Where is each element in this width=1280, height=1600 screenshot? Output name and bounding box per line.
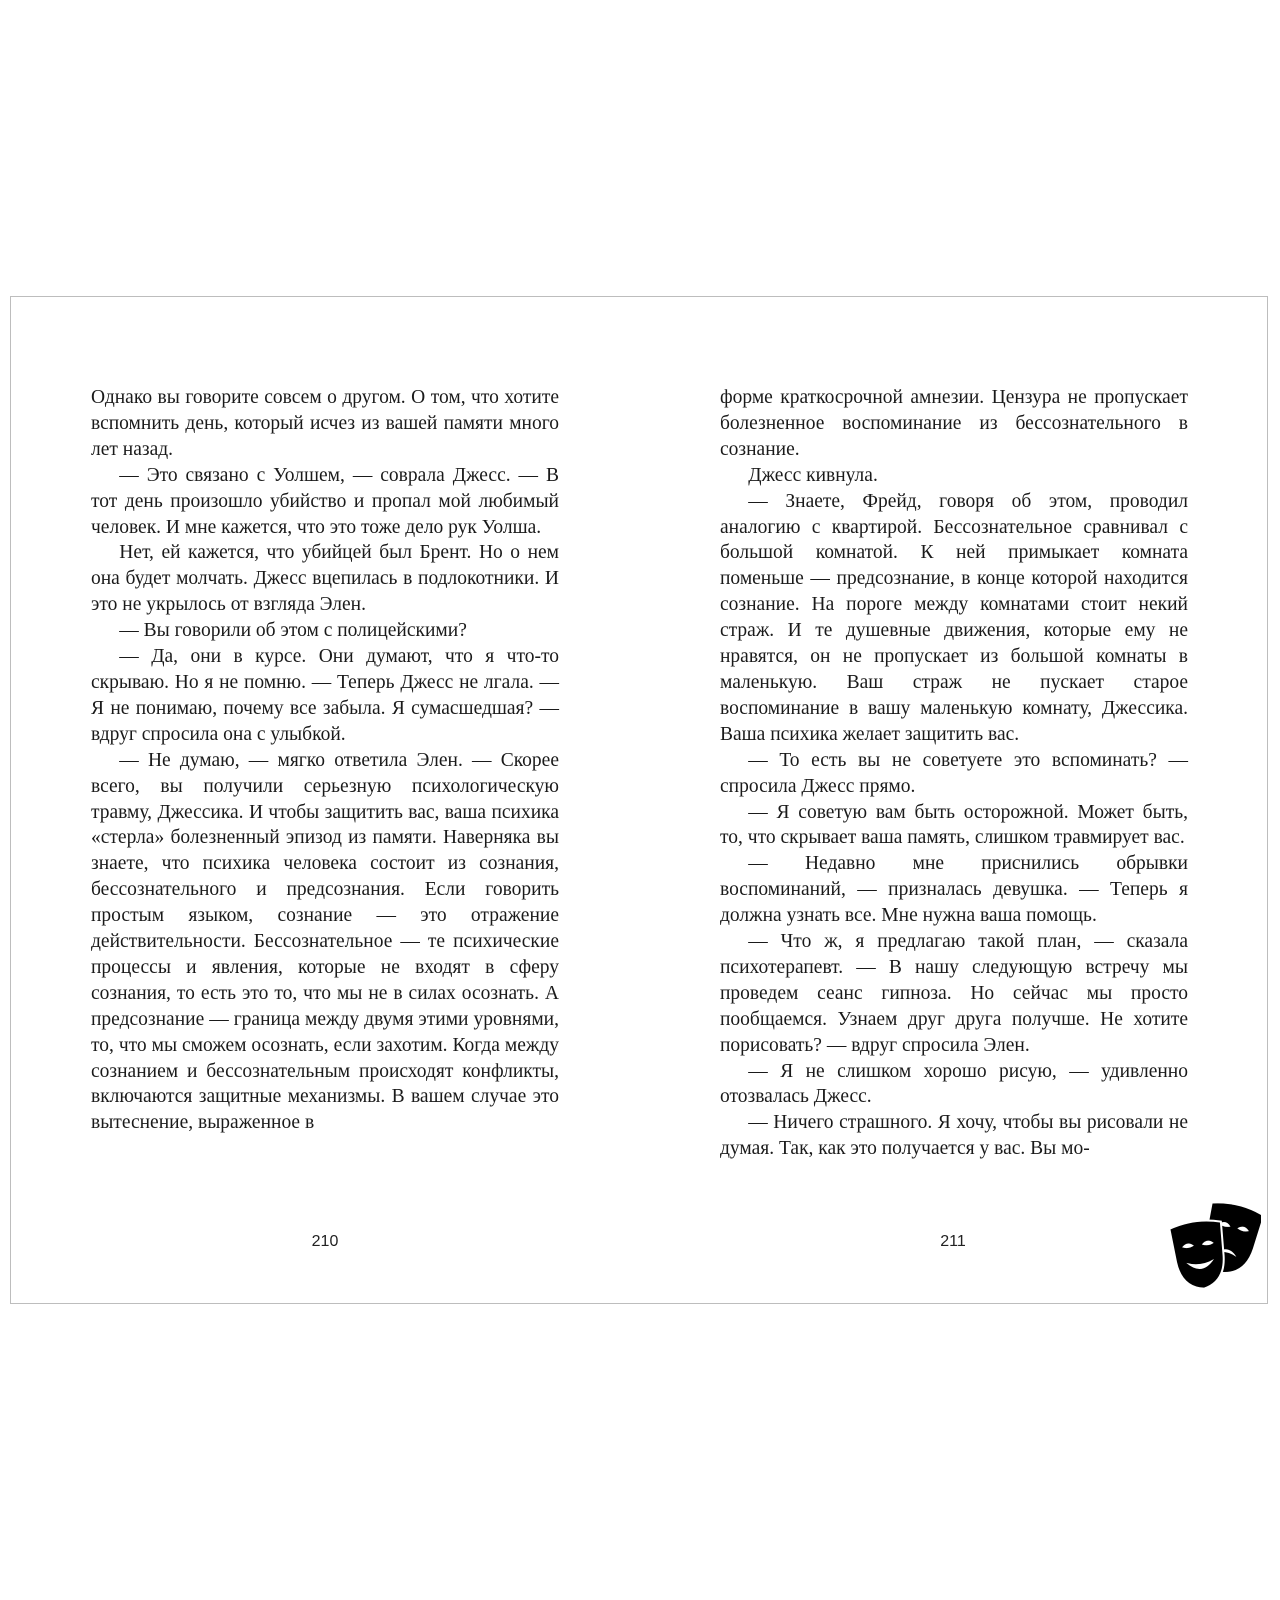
paragraph: Нет, ей кажется, что убийцей был Брент. Но о нем она будет молчать. Джесс вцепилась в подлокотники. И это не укрылось от взгляда Элен.: [91, 542, 559, 616]
book-spread: [10, 296, 1268, 1304]
paragraph: — Вы говорили об этом с полицейскими?: [119, 620, 467, 642]
page-number-right: 211: [940, 1233, 966, 1250]
paragraph: — Я не слишком хорошо рисую, — удивленно отозвалась Джесс.: [720, 1060, 1188, 1108]
right-page-text: [720, 385, 1188, 1162]
paragraph: — Я советую вам быть осторожной. Может быть, то, что скрывает ваша память, слишком травмирует вас.: [720, 801, 1188, 849]
paragraph: Джесс кивнула.: [748, 464, 878, 486]
paragraph: — Ничего страшного. Я хочу, чтобы вы рисовали не думая. Так, как это получается у вас. Вы мо-: [720, 1112, 1188, 1160]
paragraph: — Да, они в курсе. Они думают, что я что-то скрываю. Но я не помню. — Теперь Джесс не лгала. — Я не понимаю, почему все забыла. Я сумасшедшая? — вдруг спросила она с улыбкой.: [91, 646, 559, 745]
paragraph: Однако вы говорите совсем о другом. О том, что хотите вспомнить день, который исчез из вашей памяти много лет назад.: [91, 387, 559, 460]
paragraph: форме краткосрочной амнезии. Цензура не пропускает болезненное воспоминание из бессознательного в сознание.: [720, 387, 1188, 460]
theater-masks-icon: [1169, 1203, 1261, 1289]
paragraph: — Знаете, Фрейд, говоря об этом, проводил аналогию с квартирой. Бессознательное сравнивал с большой комнатой. К ней примыкает комната поменьше — предсознание, в конце которой находится сознание. На пороге между комнатами стоит некий страж. И те душевные движения, которые ему не нравятся, он не пропускает из большой комнаты в маленькую. Ваш страж не пускает старое воспоминание в вашу маленькую комнату, Джессика. Ваша психика желает защитить вас.: [720, 490, 1188, 745]
paragraph: — Это связано с Уолшем, — соврала Джесс. — В тот день произошло убийство и пропал мой любимый человек. И мне кажется, что это тоже дело рук Уолша.: [91, 464, 559, 538]
paragraph: — То есть вы не советуете это вспоминать? — спросила Джесс прямо.: [720, 749, 1188, 797]
paragraph: — Недавно мне приснились обрывки воспоминаний, — призналась девушка. — Теперь я должна узнать все. Мне нужна ваша помощь.: [720, 853, 1188, 927]
page-number-left: 210: [311, 1233, 339, 1250]
paragraph: — Что ж, я предлагаю такой план, — сказала психотерапевт. — В нашу следующую встречу мы проведем сеанс гипноза. Но сейчас мы просто пообщаемся. Узнаем друг друга получше. Не хотите порисовать? — вдруг спросила Элен.: [720, 931, 1188, 1056]
left-page-text: [91, 385, 559, 1136]
paragraph: — Не думаю, — мягко ответила Элен. — Скорее всего, вы получили серьезную психологическую травму, Джессика. И чтобы защитить вас, ваша психика «стерла» болезненный эпизод из памяти. Наверняка вы знаете, что психика человека состоит из сознания, бессознательного и предсознания. Если говорить простым языком, сознание — это отражение действительности. Бессознательное — те психические процессы и явления, которые не входят в сферу сознания, то есть это то, что мы не в силах осознать. А предсознание — граница между двумя этими уровнями, то, что мы сможем осознать, если захотим. Когда между сознанием и бессознательным происходят конфликты, включаются защитные механизмы. В вашем случае это вытеснение, выраженное в: [91, 749, 559, 1134]
